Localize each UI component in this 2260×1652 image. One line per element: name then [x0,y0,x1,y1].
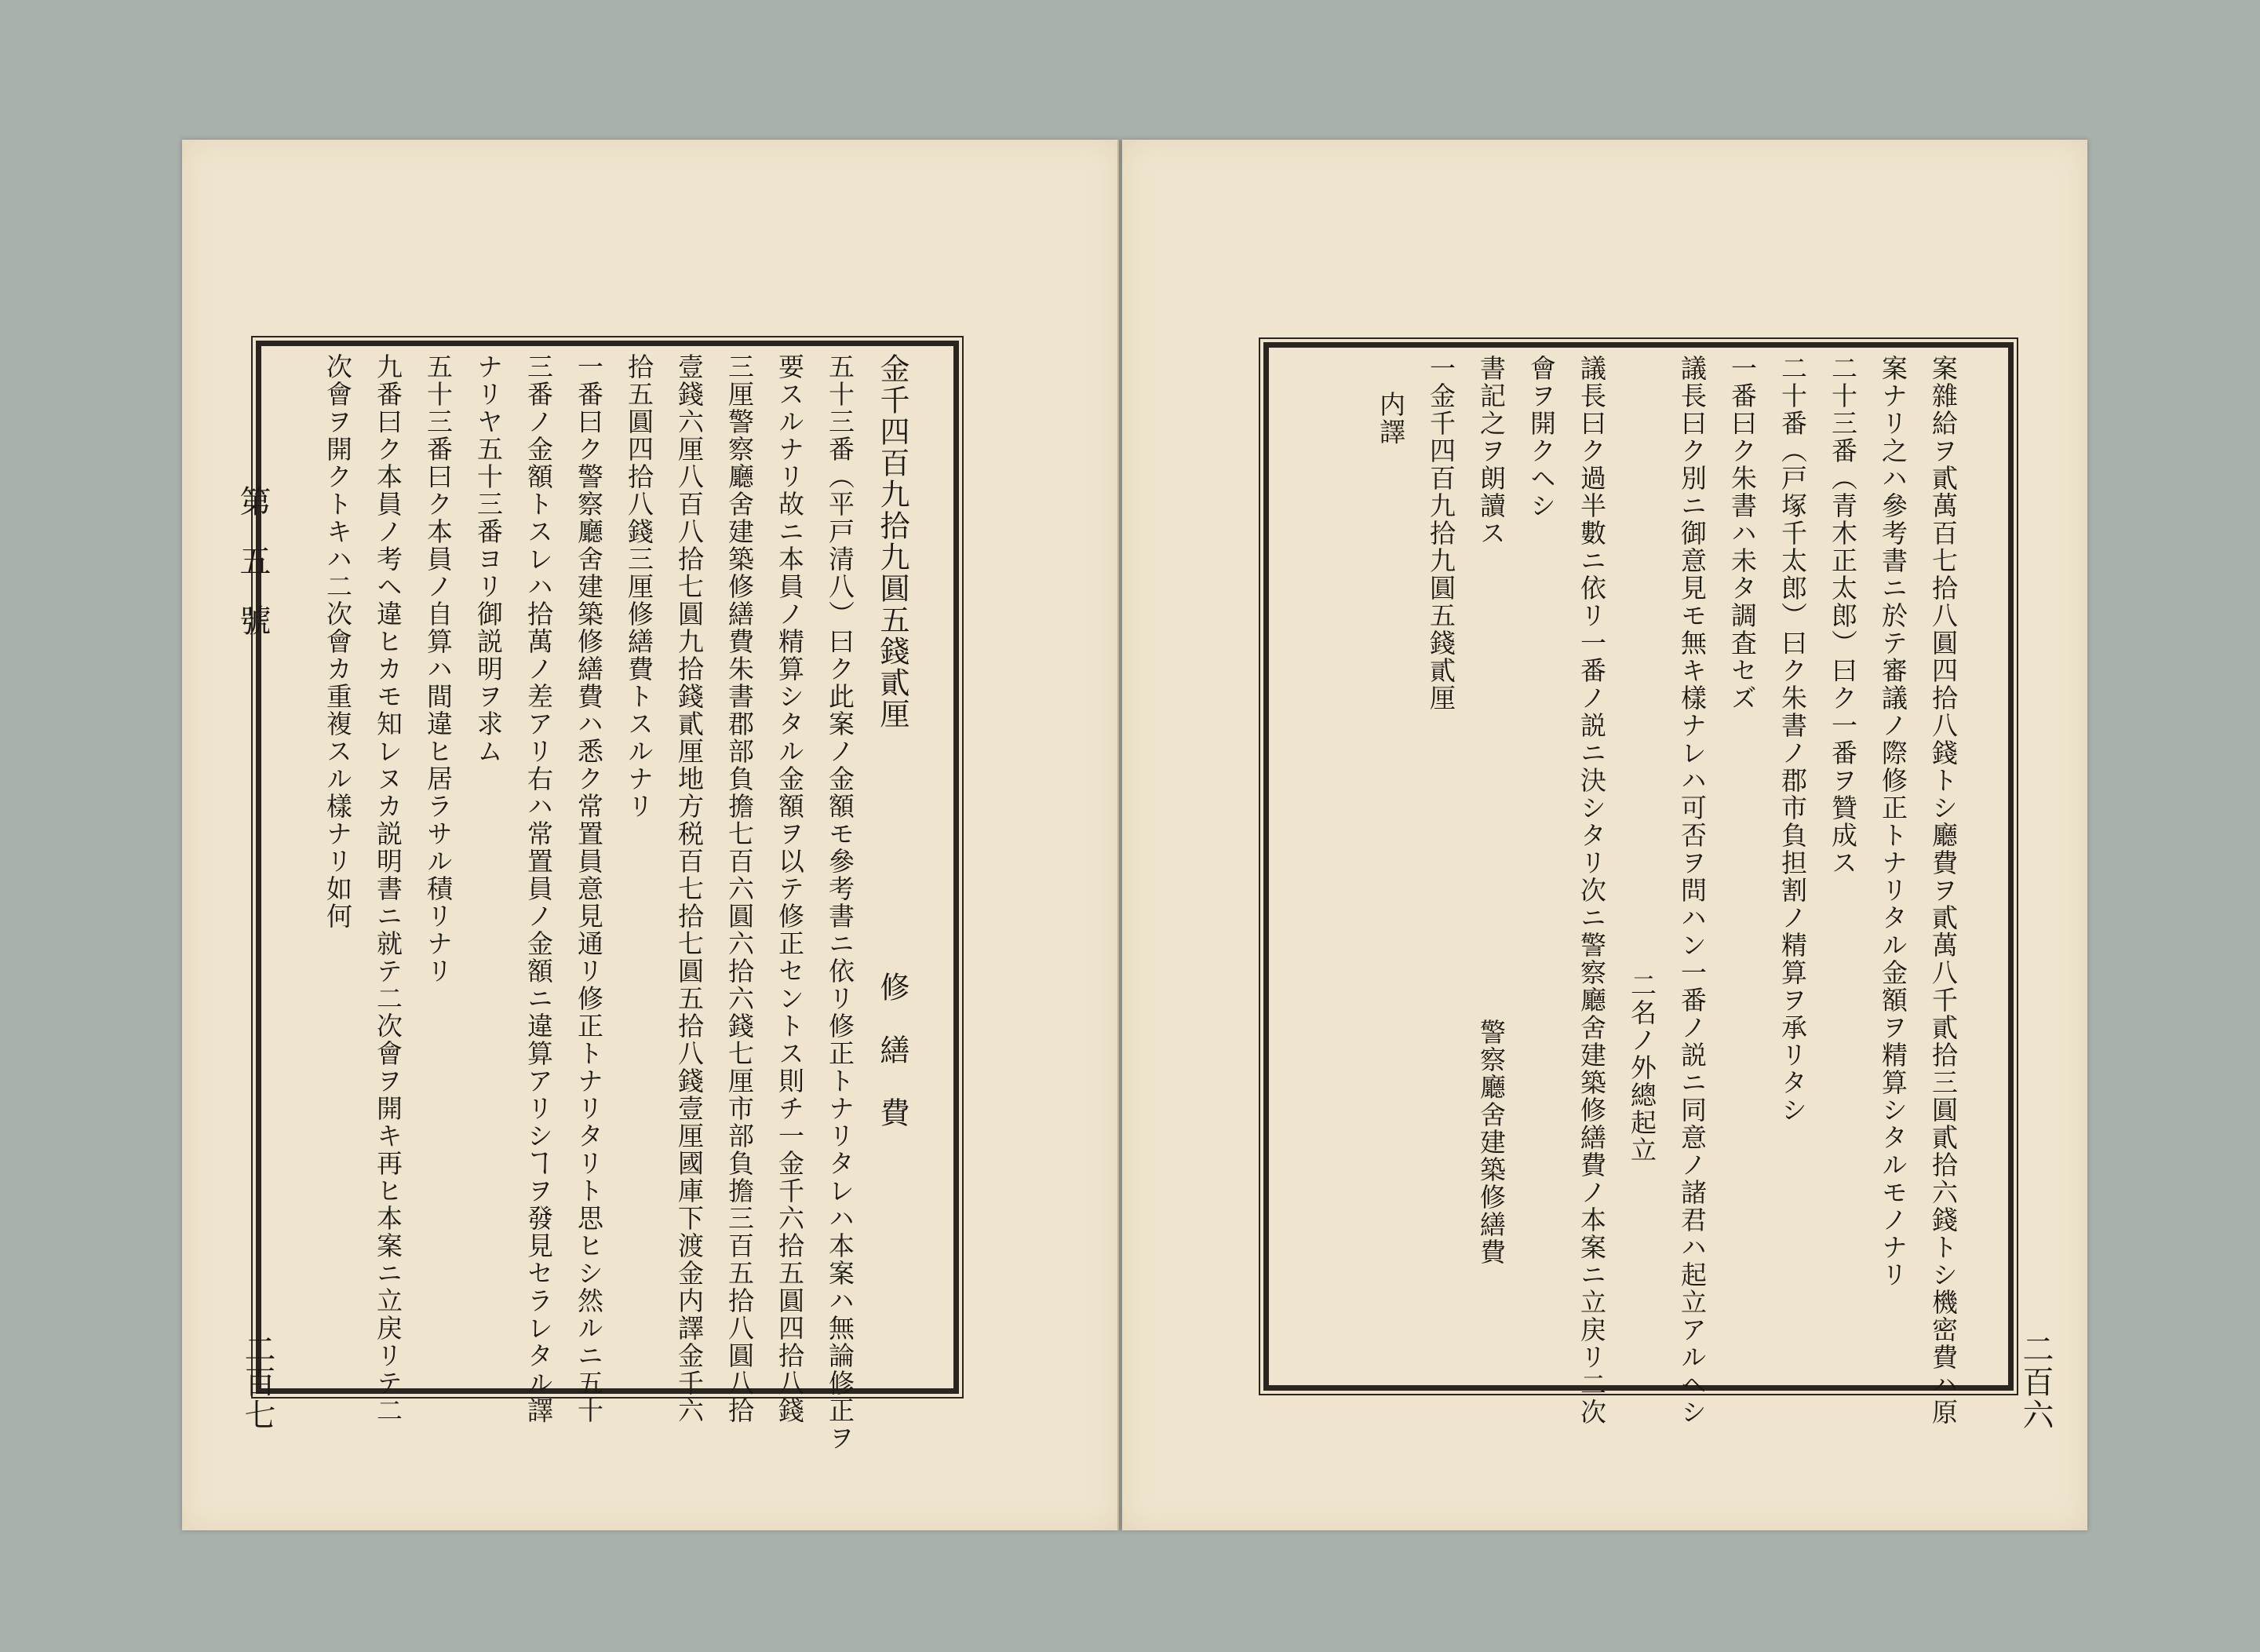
text-column: 九番曰ク本員ノ考ヘ違ヒカモ知レヌカ説明書ニ就テ二次會ヲ開キ再ヒ本案ニ立戻リテ二 [373,353,403,1424]
text-column: 二名ノ外總起立 [1627,972,1657,1164]
text-column: 五十三番（平戸清八）曰ク此案ノ金額モ參考書ニ依リ修正トナリタレハ本案ハ無論修正ヲ [825,353,855,1452]
series-label: 第五號 [235,485,271,664]
text-column: 議長曰ク別ニ御意見モ無キ樣ナレハ可否ヲ問ハン一番ノ説ニ同意ノ諸君ハ起立アルヘシ [1677,355,1708,1426]
text-column: 議長曰ク過半數ニ依リ一番ノ説ニ決シタリ次ニ警察廳舍建築修繕費ノ本案ニ立戻リ二次 [1577,355,1607,1426]
text-column: 一金千四百九拾九圓五錢貳厘 [1426,355,1456,712]
text-column: 書記之ヲ朗讀ス [1476,355,1507,547]
text-column: 三番ノ金額トスレハ拾萬ノ差アリ右ハ常置員ノ金額ニ違算アリシヿヲ發見セラレタル譯 [523,353,554,1424]
text-column: 次會ヲ開クトキハ二次會カ重複スル樣ナリ如何 [323,353,353,930]
right-page-number: 二百六 [2018,1333,2054,1431]
text-column: 要スルナリ故ニ本員ノ精算シタル金額ヲ以テ修正セントス則チ一金千六拾五圓四拾八錢 [775,353,805,1424]
left-page [182,140,1119,1530]
text-column: ナリヤ五十三番ヨリ御説明ヲ求ム [473,353,504,765]
text-column: 内譯 [1376,391,1406,446]
right-page [1122,140,2087,1530]
text-column: 金千四百九拾九圓五錢貳厘 [875,353,909,730]
text-column: 二十番（戸塚千太郎）曰ク朱書ノ郡市負担割ノ精算ヲ承リタシ [1777,355,1808,1124]
text-column: 一番曰ク警察廳舍建築修繕費ハ悉ク常置員意見通リ修正トナリタリト思ヒシ然ルニ五十 [574,353,604,1424]
text-column: 二十三番（青木正太郎）曰ク一番ヲ贊成ス [1828,355,1858,877]
text-column: 一番曰ク朱書ハ未タ調査セズ [1727,355,1758,712]
text-column: 壹錢六厘八百八拾七圓九拾錢貳厘地方税百七拾七圓五拾八錢壹厘國庫下渡金内譯金千六 [674,353,705,1424]
text-column: 會ヲ開クヘシ [1526,355,1557,520]
left-page-number: 二百七 [239,1333,275,1431]
text-column: 五十三番曰ク本員ノ自算ハ間違ヒ居ラサル積リナリ [423,353,454,985]
text-column: 三厘警察廳舍建築修繕費朱書郡部負擔七百六圓六拾六錢七厘市部負擔三百五拾八圓八拾 [724,353,755,1424]
text-column: 案雜給ヲ貳萬百七拾八圓四拾八錢トシ廳費ヲ貳萬八千貳拾三圓貳拾六錢トシ機密費ハ原 [1928,355,1959,1426]
text-column: 拾五圓四拾八錢三厘修繕費トスルナリ [624,353,654,820]
text-column: 案ナリ之ハ參考書ニ於テ審議ノ際修正トナリタル金額ヲ精算シタルモノナリ [1878,355,1908,1289]
section-heading: 修 繕 費 [875,972,909,1129]
section-heading: 警察廳舍建築修繕費 [1476,1019,1507,1266]
